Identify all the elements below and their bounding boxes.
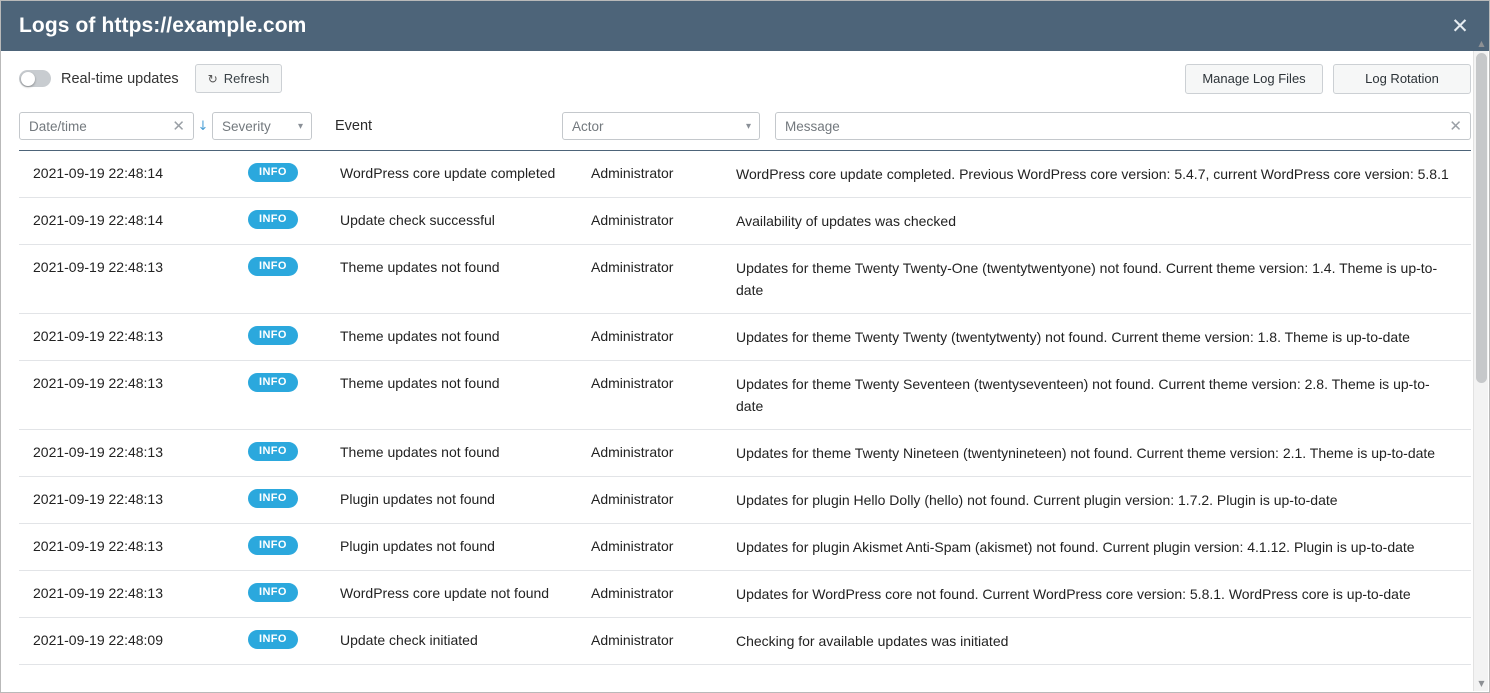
table-row[interactable] (19, 618, 1471, 665)
cell-datetime: 2021-09-19 22:48:14 (33, 212, 163, 228)
severity-filter-select[interactable] (212, 112, 312, 140)
cell-message: Updates for theme Twenty Seventeen (twentyseventeen) not found. Current theme version: 2.8. Theme is up-to-date (736, 376, 1430, 414)
cell-message: Updates for theme Twenty Twenty (twentytwenty) not found. Current theme version: 1.8. Theme is up-to-date (736, 329, 1410, 345)
log-table (19, 150, 1471, 692)
filter-row (1, 106, 1489, 150)
cell-actor: Administrator (591, 444, 674, 460)
cell-event: Theme updates not found (340, 259, 500, 275)
chevron-down-icon: ▾ (297, 120, 303, 132)
cell-actor: Administrator (591, 632, 674, 648)
cell-datetime: 2021-09-19 22:48:13 (33, 538, 163, 554)
event-column-label: Event (335, 118, 373, 134)
realtime-updates-label: Real-time updates (61, 70, 179, 87)
cell-actor: Administrator (591, 538, 674, 554)
scrollbar-thumb[interactable] (1476, 53, 1487, 383)
cell-actor: Administrator (591, 259, 674, 275)
cell-severity (248, 257, 340, 276)
message-clear-icon[interactable]: ✕ (1449, 116, 1462, 135)
cell-severity (248, 536, 340, 555)
status-badge: INFO (248, 326, 298, 345)
cell-message: Updates for plugin Hello Dolly (hello) not found. Current plugin version: 1.7.2. Plugin is up-to-date (736, 492, 1338, 508)
severity-filter-value: Severity (222, 118, 271, 134)
manage-log-files-button[interactable]: Manage Log Files (1185, 64, 1323, 94)
cell-severity (248, 210, 340, 229)
chevron-down-icon: ▾ (745, 120, 751, 132)
realtime-updates-toggle[interactable] (19, 70, 51, 87)
close-icon[interactable]: ✕ (1451, 13, 1469, 38)
cell-event: WordPress core update completed (340, 165, 556, 181)
message-filter-input[interactable] (775, 112, 1471, 140)
cell-event: WordPress core update not found (340, 585, 550, 601)
vertical-scrollbar[interactable] (1473, 39, 1488, 691)
cell-datetime: 2021-09-19 22:48:13 (33, 491, 163, 507)
scroll-up-icon[interactable]: ▲ (1478, 39, 1485, 48)
cell-severity (248, 489, 340, 508)
cell-actor: Administrator (591, 165, 674, 181)
datetime-filter-input[interactable] (19, 112, 194, 140)
cell-message: Availability of updates was checked (736, 213, 956, 229)
datetime-sort-icon[interactable]: ↓ (197, 118, 209, 134)
cell-severity (248, 583, 340, 602)
window-titlebar (1, 1, 1489, 51)
cell-severity (248, 163, 340, 182)
cell-severity (248, 326, 340, 345)
status-badge: INFO (248, 257, 298, 276)
cell-severity (248, 630, 340, 649)
cell-message: Updates for plugin Akismet Anti-Spam (akismet) not found. Current plugin version: 4.1.12. Plugin is up-to-date (736, 539, 1415, 555)
datetime-filter-placeholder: Date/time (29, 118, 87, 134)
cell-event: Plugin updates not found (340, 491, 495, 507)
cell-event: Plugin updates not found (340, 538, 495, 554)
log-rotation-button[interactable]: Log Rotation (1333, 64, 1471, 94)
table-row[interactable] (19, 245, 1471, 314)
cell-message: Updates for theme Twenty Nineteen (twentynineteen) not found. Current theme version: 2.1. Theme is up-to-date (736, 445, 1436, 461)
cell-severity (248, 442, 340, 461)
cell-severity (248, 373, 340, 392)
table-row[interactable] (19, 430, 1471, 477)
scroll-down-icon[interactable]: ▼ (1478, 679, 1485, 688)
refresh-button[interactable] (195, 64, 283, 93)
table-row[interactable] (19, 314, 1471, 361)
cell-actor: Administrator (591, 585, 674, 601)
toolbar-right-actions (1185, 64, 1471, 94)
cell-event: Theme updates not found (340, 375, 500, 391)
cell-datetime: 2021-09-19 22:48:13 (33, 585, 163, 601)
cell-datetime: 2021-09-19 22:48:13 (33, 259, 163, 275)
cell-event: Theme updates not found (340, 328, 500, 344)
cell-datetime: 2021-09-19 22:48:13 (33, 328, 163, 344)
status-badge: INFO (248, 373, 298, 392)
table-row[interactable] (19, 198, 1471, 245)
cell-actor: Administrator (591, 375, 674, 391)
table-row[interactable] (19, 151, 1471, 198)
status-badge: INFO (248, 163, 298, 182)
cell-datetime: 2021-09-19 22:48:13 (33, 375, 163, 391)
cell-event: Update check initiated (340, 632, 478, 648)
cell-event: Theme updates not found (340, 444, 500, 460)
actor-filter-select[interactable] (562, 112, 760, 140)
status-badge: INFO (248, 210, 298, 229)
message-filter-placeholder: Message (785, 118, 840, 134)
toolbar (1, 51, 1489, 106)
cell-actor: Administrator (591, 212, 674, 228)
cell-datetime: 2021-09-19 22:48:14 (33, 165, 163, 181)
cell-message: Checking for available updates was initiated (736, 633, 1009, 649)
status-badge: INFO (248, 583, 298, 602)
datetime-clear-icon[interactable]: ✕ (172, 116, 185, 135)
cell-datetime: 2021-09-19 22:48:13 (33, 444, 163, 460)
status-badge: INFO (248, 536, 298, 555)
refresh-button-label: Refresh (223, 71, 270, 86)
table-row[interactable] (19, 361, 1471, 430)
status-badge: INFO (248, 442, 298, 461)
table-row[interactable] (19, 477, 1471, 524)
status-badge: INFO (248, 489, 298, 508)
actor-filter-value: Actor (572, 118, 604, 134)
status-badge: INFO (248, 630, 298, 649)
cell-message: Updates for WordPress core not found. Current WordPress core version: 5.8.1. WordPress core is up-to-date (736, 586, 1411, 602)
cell-datetime: 2021-09-19 22:48:09 (33, 632, 163, 648)
cell-actor: Administrator (591, 491, 674, 507)
cell-event: Update check successful (340, 212, 495, 228)
cell-message: WordPress core update completed. Previous WordPress core version: 5.4.7, current WordPress core version: 5.8.1 (736, 166, 1449, 182)
table-row[interactable] (19, 524, 1471, 571)
toggle-knob (21, 72, 35, 86)
refresh-icon: ↻ (207, 71, 218, 86)
table-row[interactable] (19, 571, 1471, 618)
cell-actor: Administrator (591, 328, 674, 344)
cell-message: Updates for theme Twenty Twenty-One (twentytwentyone) not found. Current theme version: 1.4. Theme is up-to-date (736, 260, 1438, 298)
log-table-body (19, 151, 1471, 665)
page-title: Logs of https://example.com (19, 14, 307, 37)
